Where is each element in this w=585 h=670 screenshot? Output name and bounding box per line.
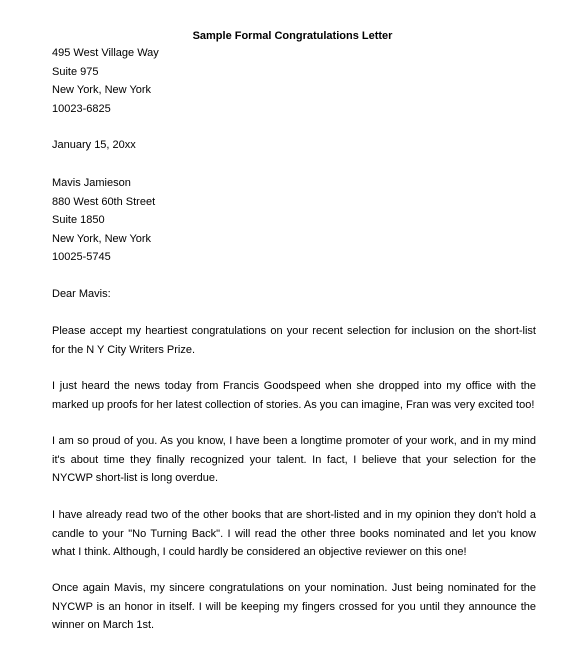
body-paragraph: Once again Mavis, my sincere congratulations on your nomination. Just being nominated for the NYCWP is an honor in itself. I will be keeping my fingers crossed for you until they announce the winner on March 1st. bbox=[52, 582, 536, 631]
recipient-address-line: 10025-5745 bbox=[52, 251, 111, 263]
recipient-address bbox=[52, 174, 536, 267]
letter-date-text: January 15, 20xx bbox=[52, 139, 136, 151]
recipient-address-line: Mavis Jamieson bbox=[52, 177, 131, 189]
body-paragraph: I have already read two of the other books that are short-listed and in my opinion they don't hold a candle to your "No Turning Back". I will read the other three books nominated and let you know what I think. Although, I could hardly be considered an objective reviewer on this one! bbox=[52, 509, 536, 558]
recipient-address-line: New York, New York bbox=[52, 232, 152, 245]
body-paragraph: Please accept my heartiest congratulations on your recent selection for inclusion on the short-list for the N Y City Writers Prize. bbox=[52, 325, 536, 356]
letter-title: Sample Formal Congratulations Letter bbox=[192, 30, 393, 42]
recipient-address-line: 880 West 60th Street bbox=[52, 195, 156, 208]
sender-address-line: 10023-6825 bbox=[52, 102, 111, 115]
letter-date bbox=[52, 136, 536, 155]
salutation bbox=[52, 285, 536, 304]
salutation-text: Dear Mavis: bbox=[52, 288, 111, 300]
recipient-address-line: Suite 1850 bbox=[52, 214, 105, 226]
sender-address-line: 495 West Village Way bbox=[52, 47, 159, 59]
sender-address-line: Suite 975 bbox=[52, 65, 99, 78]
body-paragraph: I am so proud of you. As you know, I have been a longtime promoter of your work, and in my mind it's about time they finally recognized your talent. In fact, I believe that your selection for the NYCWP short-list is long overdue. bbox=[52, 435, 536, 484]
body-paragraph: I just heard the news today from Francis Goodspeed when she dropped into my office with the marked up proofs for her latest collection of stories. As you can imagine, Fran was very excited too! bbox=[52, 380, 536, 411]
sender-address-line: New York, New York bbox=[52, 84, 152, 96]
sender-address bbox=[52, 44, 536, 118]
